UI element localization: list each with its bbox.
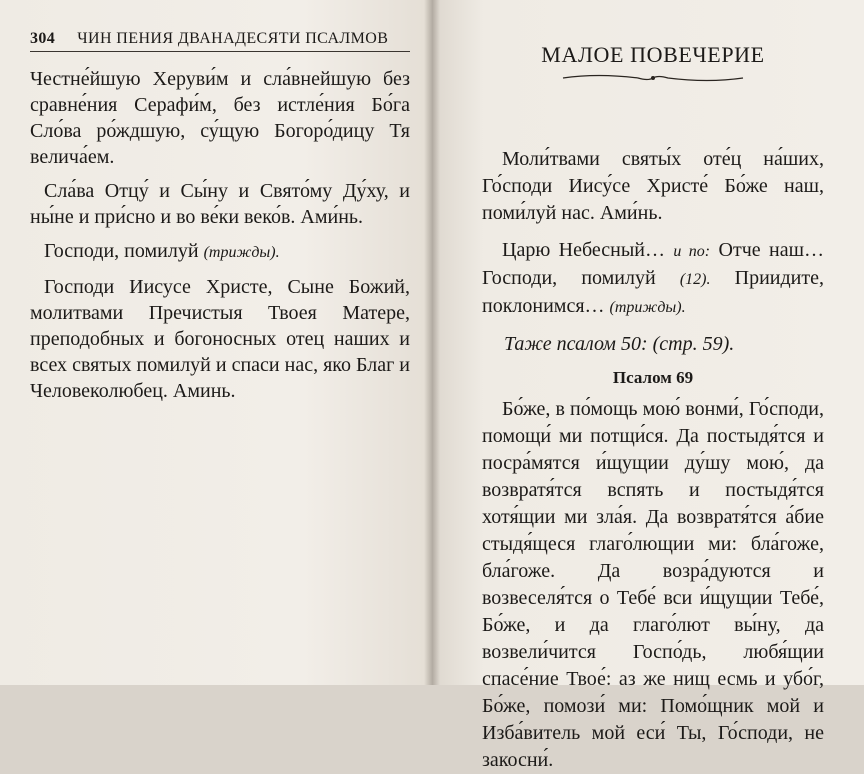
right-text-body [482,146,824,774]
section-title: МАЛОЕ ПОВЕЧЕРИЕ [541,42,765,67]
tsaryu-start: Царю Небесный… [502,239,665,261]
paragraph-theotokion: Честне́йшую Херуви́м и сла́внейшую без сравне́ния Серафи́м, без истле́ния Бо́га Сло́ва ро́ждшую, су́щую Богоро́дицу Тя велича́ем. [30,68,410,168]
running-head-title: ЧИН ПЕНИЯ ДВАНАДЕСЯТИ ПСАЛМОВ [77,30,389,47]
tsaryu-rubric-3: (трижды). [609,299,686,316]
tsaryu-middle: Отче наш… Господи, помилуй [482,239,825,289]
psalm-heading: Псалом 69 [612,368,694,387]
paragraph-gloria: Сла́ва Отцу́ и Сы́ну и Свято́му Ду́ху, и ны́не и при́сно и во ве́ки веко́в. Ами́нь. [30,180,410,228]
paragraph-tsaryu-nebesny [482,237,824,321]
tsaryu-rubric-1: и по: [673,243,711,260]
running-head [30,30,410,52]
right-page [432,0,864,771]
paragraph-opening-prayer: Моли́твами святы́х оте́ц на́ших, Го́споди Иису́се Христе́ Бо́же наш, поми́луй нас. Ами́нь. [482,148,824,224]
psalm-text: Бо́же, в по́мощь мою́ вонми́, Го́споди, помощи́ ми потщи́ся. Да постыдя́тся и посра́мятся и́щущии ду́шу мою́, да возвратя́тся вспять и постыдя́тся хотя́щии ми зла́я. Да возвратя́тся а́бие стыдя́щеся глаго́лющии ми: бла́гоже, бла́гоже. Да возра́дуются и возвеселя́тся о Тебе́ вси и́щущии Тебе́, Бо́же, и да глаго́лют вы́ну, да возвели́чится Госпо́дь, любя́щии спасе́ние Твое́: аз же нищ есмь и убо́г, Бо́же, помози́ ми: Помо́щник мой и Изба́витель мой еси́ Ты, Го́споди, не закосни́. [482,398,824,771]
left-text-body [30,66,410,404]
kyrie-text: Господи, помилуй [44,240,199,262]
psalm-50-note: Таже псалом 50: (стр. 59). [504,333,735,355]
paragraph-closing-prayer: Господи Иисусе Христе, Сыне Божий, молитвами Пречистыя Твоея Матере, преподобных и богоносных отец наших и всех святых помилуй и спаси нас, яко Благ и Человеколюбец. Аминь. [30,276,410,402]
tsaryu-rubric-2: (12). [679,271,711,288]
book-gutter [424,0,440,685]
paragraph-kyrie [30,238,410,266]
page-number: 304 [30,30,56,47]
tsaryu-end: Приидите, поклонимся… [482,267,824,317]
flourish-ornament-icon [558,72,748,84]
kyrie-rubric: (трижды). [203,244,280,261]
left-page [0,0,432,685]
